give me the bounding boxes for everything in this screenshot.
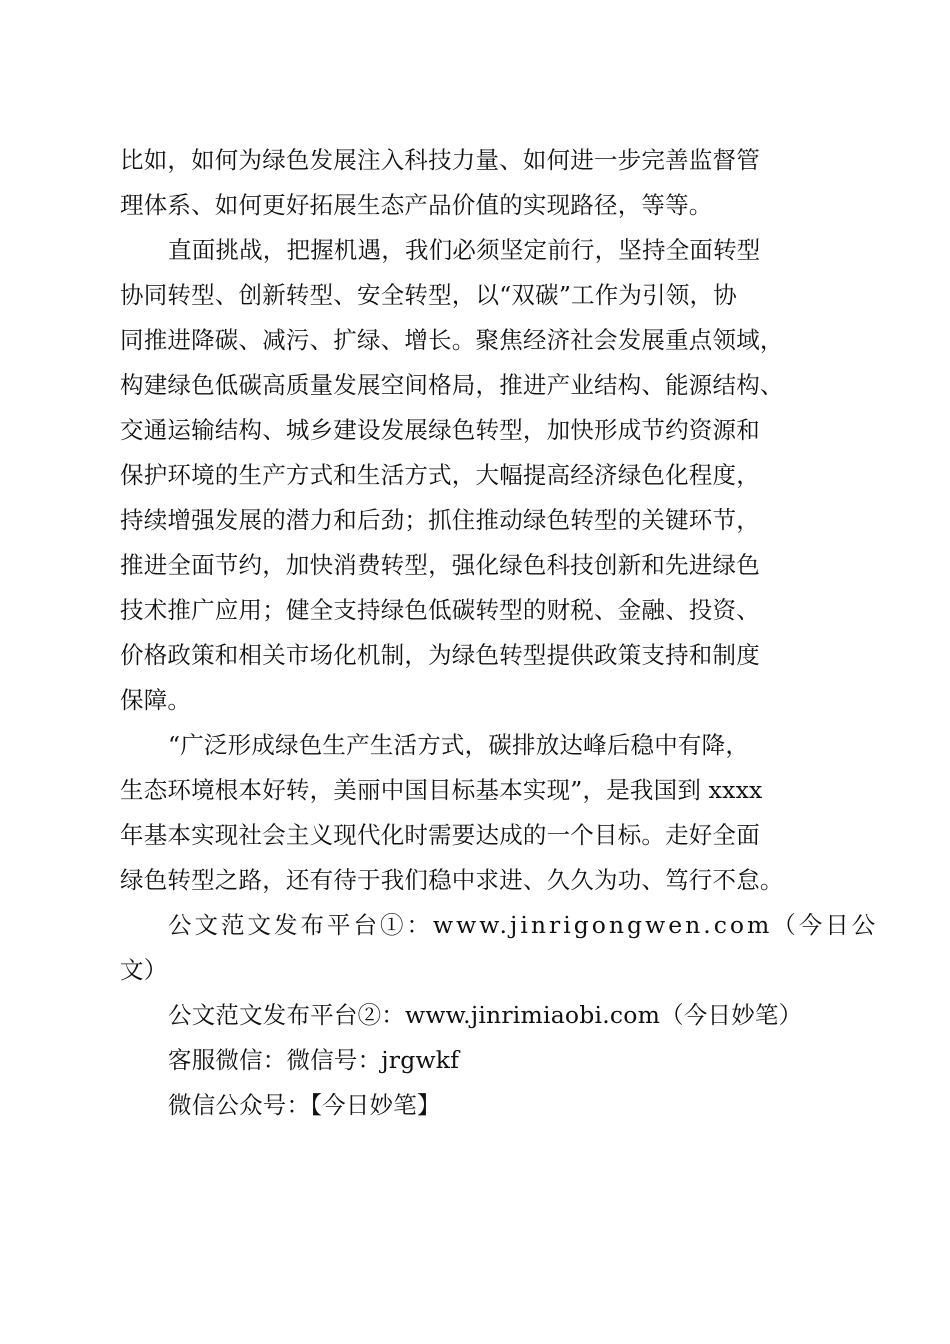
footer-info	[120, 903, 879, 1128]
document-body	[120, 138, 879, 1128]
paragraph-line: “广泛形成绿色生产生活方式，碳排放达峰后稳中有降，	[168, 731, 750, 759]
paragraph-line: 年基本实现社会主义现代化时需要达成的一个目标。走好全面	[120, 821, 760, 849]
paragraph-line: 同推进降碳、减污、扩绿、增长。聚焦经济社会发展重点领域，	[120, 326, 784, 354]
paragraph-line: 协同转型、创新转型、安全转型，以“双碳”工作为引领，协	[120, 281, 737, 309]
paragraph-line: 理体系、如何更好拓展生态产品价值的实现路径，等等。	[120, 191, 713, 219]
paragraph-2	[120, 228, 832, 723]
paragraph-line: 生态环境根本好转，美丽中国目标基本实现”，是我国到 xxxx	[120, 776, 763, 804]
paragraph-line: 保障。	[120, 686, 192, 714]
paragraph-line: 保护环境的生产方式和生活方式，大幅提高经济绿色化程度，	[120, 461, 760, 489]
paragraph-line: 比如，如何为绿色发展注入科技力量、如何进一步完善监督管	[120, 146, 760, 174]
paragraph-3	[120, 723, 832, 903]
paragraph-line: 交通运输结构、城乡建设发展绿色转型，加快形成节约资源和	[120, 416, 760, 444]
paragraph-line: 绿色转型之路，还有待于我们稳中求进、久久为功、笃行不怠。	[120, 866, 784, 894]
platform-1-line: 公文范文发布平台①：www.jinrigongwen.com（今日公	[168, 911, 879, 939]
platform-1-line-continued: 文）	[120, 956, 168, 984]
service-wechat-line: 客服微信：微信号：jrgwkf	[168, 1046, 460, 1074]
paragraph-line: 推进全面节约，加快消费转型，强化绿色科技创新和先进绿色	[120, 551, 760, 579]
paragraph-line: 技术推广应用；健全支持绿色低碳转型的财税、金融、投资、	[120, 596, 760, 624]
public-account-line: 微信公众号：【今日妙笔】	[168, 1091, 441, 1119]
platform-2-line: 公文范文发布平台②：www.jinrimiaobi.com（今日妙笔）	[168, 1001, 803, 1029]
paragraph-line: 直面挑战，把握机遇，我们必须坚定前行，坚持全面转型	[168, 236, 761, 264]
paragraph-1	[120, 138, 832, 228]
paragraph-line: 构建绿色低碳高质量发展空间格局，推进产业结构、能源结构、	[120, 371, 784, 399]
paragraph-line: 价格政策和相关市场化机制，为绿色转型提供政策支持和制度	[120, 641, 760, 669]
paragraph-line: 持续增强发展的潜力和后劲；抓住推动绿色转型的关键环节，	[120, 506, 760, 534]
